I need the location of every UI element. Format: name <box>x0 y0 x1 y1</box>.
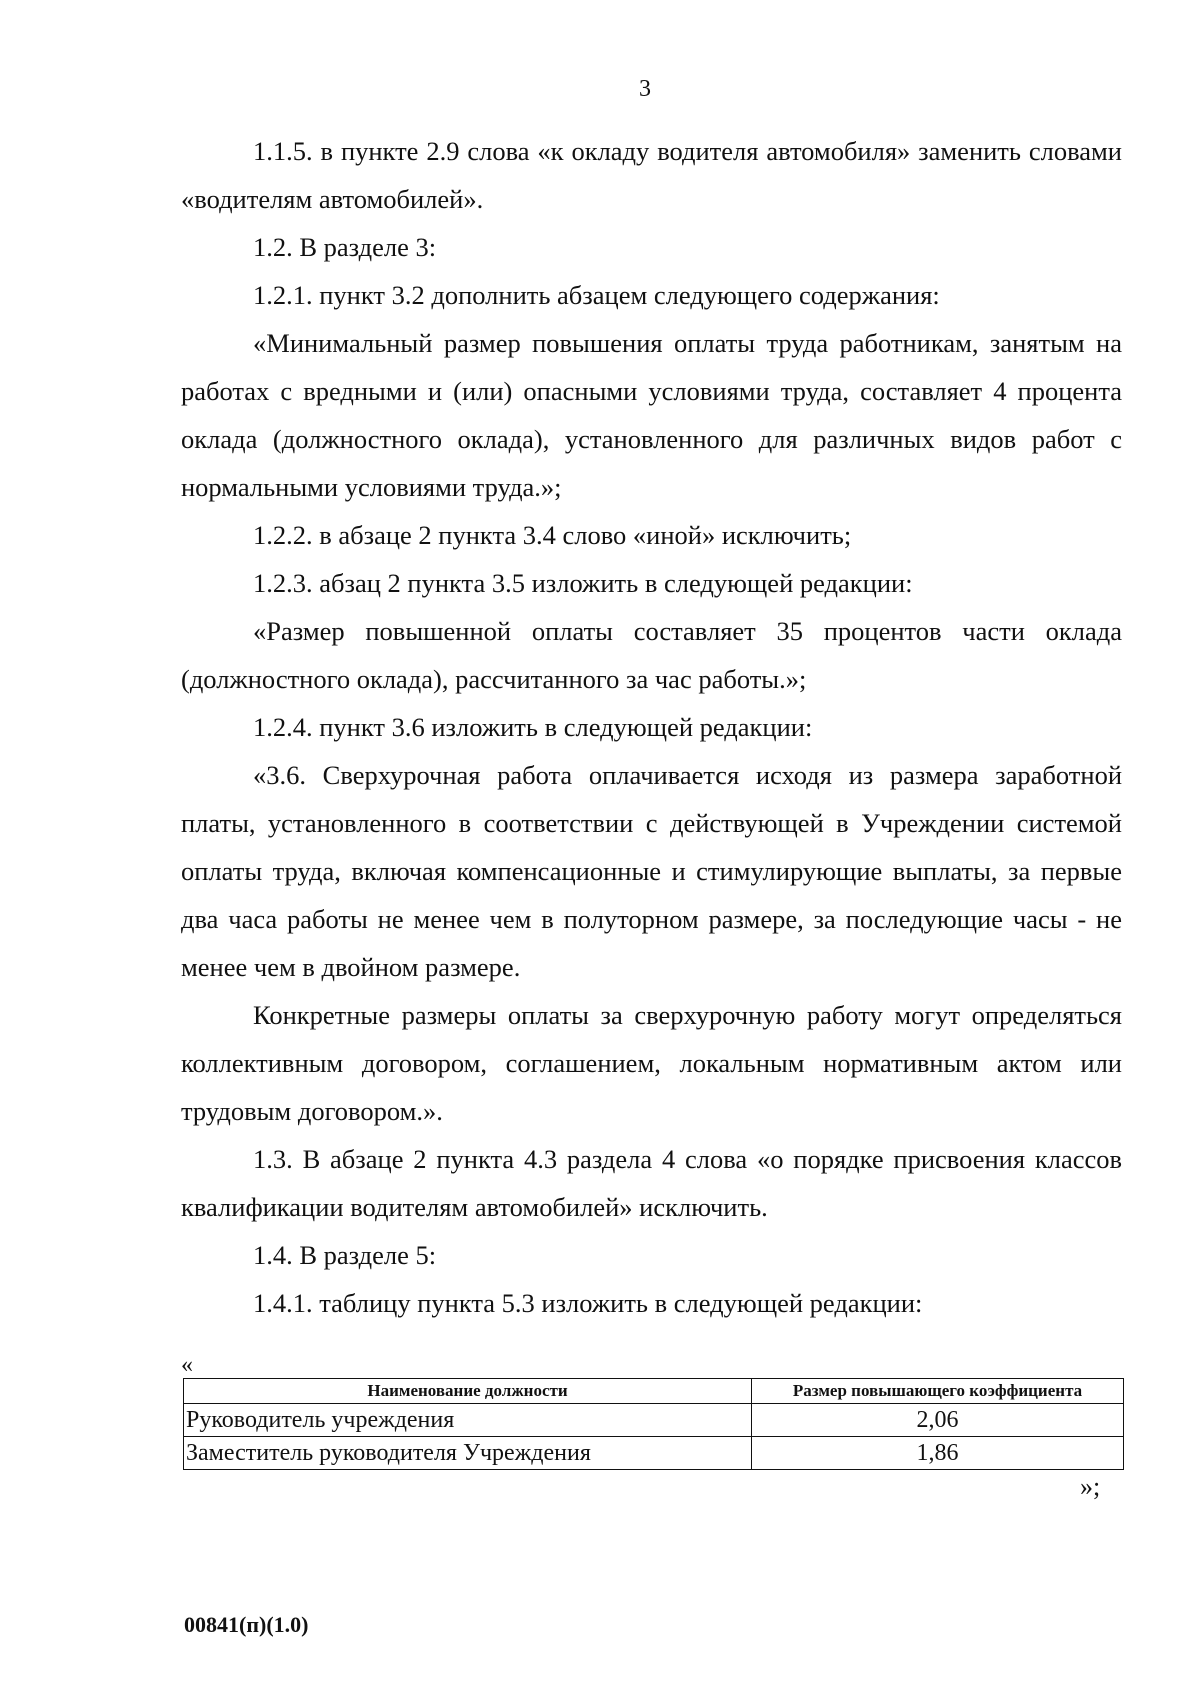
paragraph-quote-overtime: «3.6. Сверхурочная работа оплачивается исходя из размера заработной платы, установленного в соответствии с действующей в Учреждении системой оплаты труда, включая компенсационные и стимулирующие выплаты, за первые два часа работы не менее чем в полуторном размере, за последующие часы - не менее чем в двойном размере. <box>181 760 1122 982</box>
table-header-row <box>184 1379 1124 1404</box>
page-number: 3 <box>639 76 651 102</box>
cell-position: Руководитель учреждения <box>184 1404 752 1437</box>
table-close-quote: »; <box>1080 1472 1101 1501</box>
paragraph-quote-minimal-pay: «Минимальный размер повышения оплаты труда работникам, занятым на работах с вредными и (или) опасными условиями труда, составляет 4 процента оклада (должностного оклада), установленного для различных видов работ с нормальными условиями труда.»; <box>181 328 1122 502</box>
cell-coefficient: 1,86 <box>752 1437 1124 1470</box>
cell-position: Заместитель руководителя Учреждения <box>184 1437 752 1470</box>
paragraph-1-2-4: 1.2.4. пункт 3.6 изложить в следующей редакции: <box>253 712 813 742</box>
cell-coefficient: 2,06 <box>752 1404 1124 1437</box>
table-row <box>184 1404 1124 1437</box>
paragraph-1-2-1: 1.2.1. пункт 3.2 дополнить абзацем следующего содержания: <box>253 280 940 310</box>
table-open-quote: « <box>181 1352 193 1378</box>
paragraph-overtime-amounts: Конкретные размеры оплаты за сверхурочную работу могут определяться коллективным договором, соглашением, локальным нормативным актом или трудовым договором.». <box>181 1000 1122 1126</box>
paragraph-1-4: 1.4. В разделе 5: <box>253 1240 437 1270</box>
paragraph-1-2-2: 1.2.2. в абзаце 2 пункта 3.4 слово «иной» исключить; <box>253 520 852 550</box>
document-code: 00841(п)(1.0) <box>184 1612 309 1637</box>
paragraph-1-4-1: 1.4.1. таблицу пункта 5.3 изложить в следующей редакции: <box>253 1288 923 1318</box>
document-body <box>181 127 1122 1327</box>
header-coefficient: Размер повышающего коэффициента <box>752 1379 1124 1404</box>
coefficient-table <box>183 1378 1124 1470</box>
table-row <box>184 1437 1124 1470</box>
header-position-name: Наименование должности <box>184 1379 752 1404</box>
paragraph-quote-increased-pay: «Размер повышенной оплаты составляет 35 процентов части оклада (должностного оклада), рассчитанного за час работы.»; <box>181 616 1122 694</box>
paragraph-1-2: 1.2. В разделе 3: <box>253 232 437 262</box>
paragraph-1-2-3: 1.2.3. абзац 2 пункта 3.5 изложить в следующей редакции: <box>253 568 913 598</box>
paragraph-1-1-5: 1.1.5. в пункте 2.9 слова «к окладу водителя автомобиля» заменить словами «водителям автомобилей». <box>181 136 1122 214</box>
paragraph-1-3: 1.3. В абзаце 2 пункта 4.3 раздела 4 слова «о порядке присвоения классов квалификации водителям автомобилей» исключить. <box>181 1144 1122 1222</box>
